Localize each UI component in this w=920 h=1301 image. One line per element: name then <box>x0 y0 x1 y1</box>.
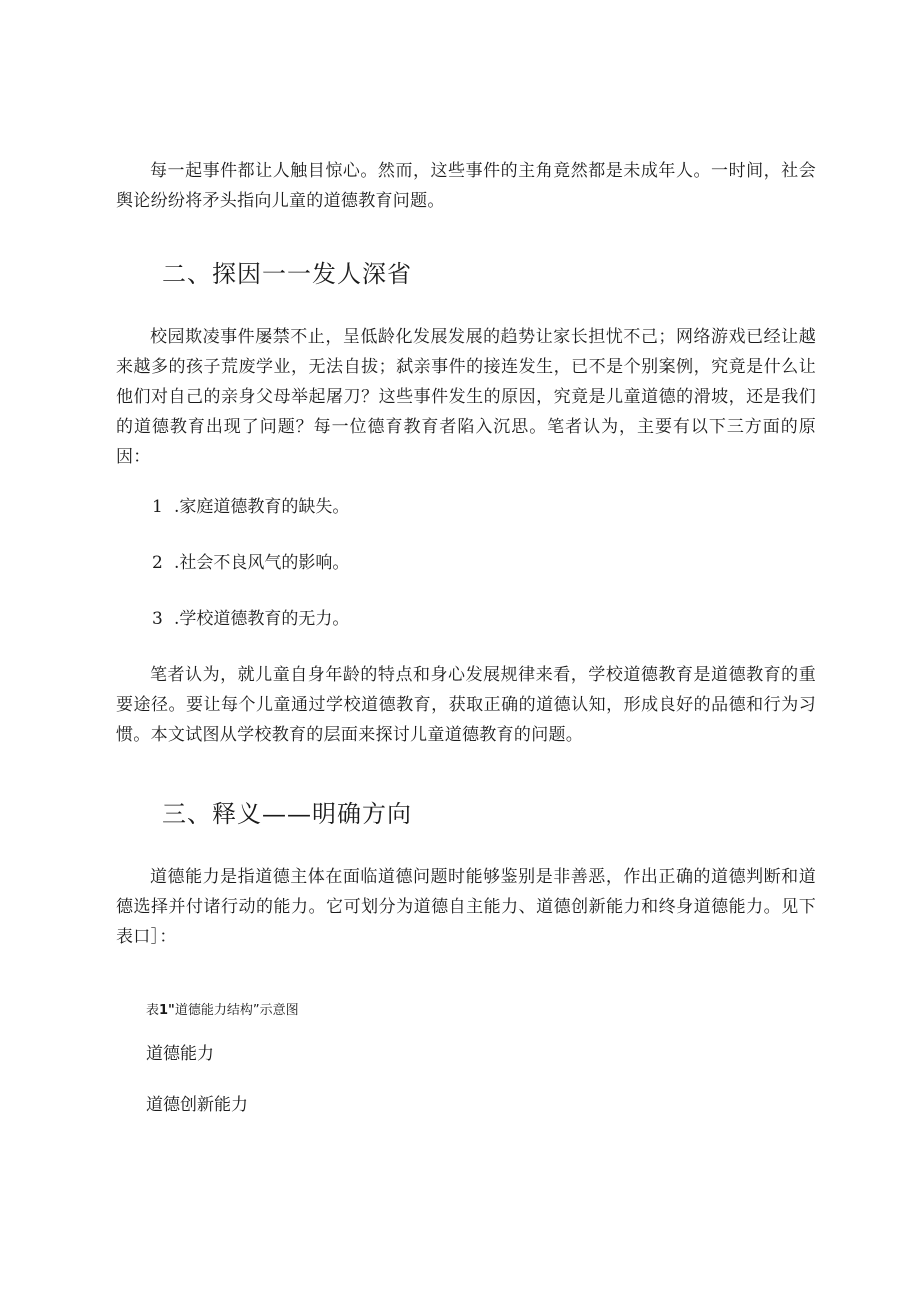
list-item <box>152 551 349 575</box>
list-item-number: 1 <box>152 497 163 517</box>
table-caption-prefix: 表 <box>146 1003 160 1018</box>
list-item <box>152 607 349 631</box>
diagram-label: 道德创新能力 <box>146 1095 248 1115</box>
list-item-number: 2 <box>152 553 163 573</box>
table-caption-title: 道德能力结构”示意图 <box>174 1003 299 1018</box>
definition-paragraph: 道德能力是指道德主体在面临道德问题时能够鉴别是非善恶，作出正确的道德判断和道德选择并付诸行动的能力。它可划分为道德自主能力、道德创新能力和终身道德能力。见下表口］： <box>116 867 816 947</box>
table-caption <box>146 1001 299 1021</box>
list-item <box>152 495 349 519</box>
section-heading-2: 二、探因一一发人深省 <box>162 260 412 288</box>
diagram-label: 道德能力 <box>146 1044 214 1064</box>
list-item-text: .社会不良风气的影响。 <box>174 553 350 573</box>
section-heading-3: 三、释义——明确方向 <box>162 800 412 828</box>
list-item-text: .家庭道德教育的缺失。 <box>174 497 350 517</box>
school-paragraph: 笔者认为，就儿童自身年龄的特点和身心发展规律来看，学校道德教育是道德教育的重要途径。要让每个儿童通过学校道德教育，获取正确的道德认知，形成良好的品德和行为习惯。本文试图从学校教育的层面来探讨儿童道德教育的问题。 <box>116 665 816 745</box>
causes-paragraph: 校园欺凌事件屡禁不止，呈低龄化发展发展的趋势让家长担忧不己；网络游戏已经让越来越多的孩子荒废学业，无法自拔；弑亲事件的接连发生，已不是个别案例，究竟是什么让他们对自己的亲身父母举起屠刀？这些事件发生的原因，究竟是儿童道德的滑坡，还是我们的道德教育出现了问题？每一位德育教育者陷入沉思。笔者认为，主要有以下三方面的原因： <box>116 327 816 467</box>
list-item-text: .学校道德教育的无力。 <box>174 609 350 629</box>
intro-paragraph: 每一起事件都让人触目惊心。然而，这些事件的主角竟然都是未成年人。一时间，社会舆论纷纷将矛头指向儿童的道德教育问题。 <box>116 161 816 211</box>
list-item-number: 3 <box>152 609 163 629</box>
table-caption-number: 1" <box>159 1003 175 1018</box>
